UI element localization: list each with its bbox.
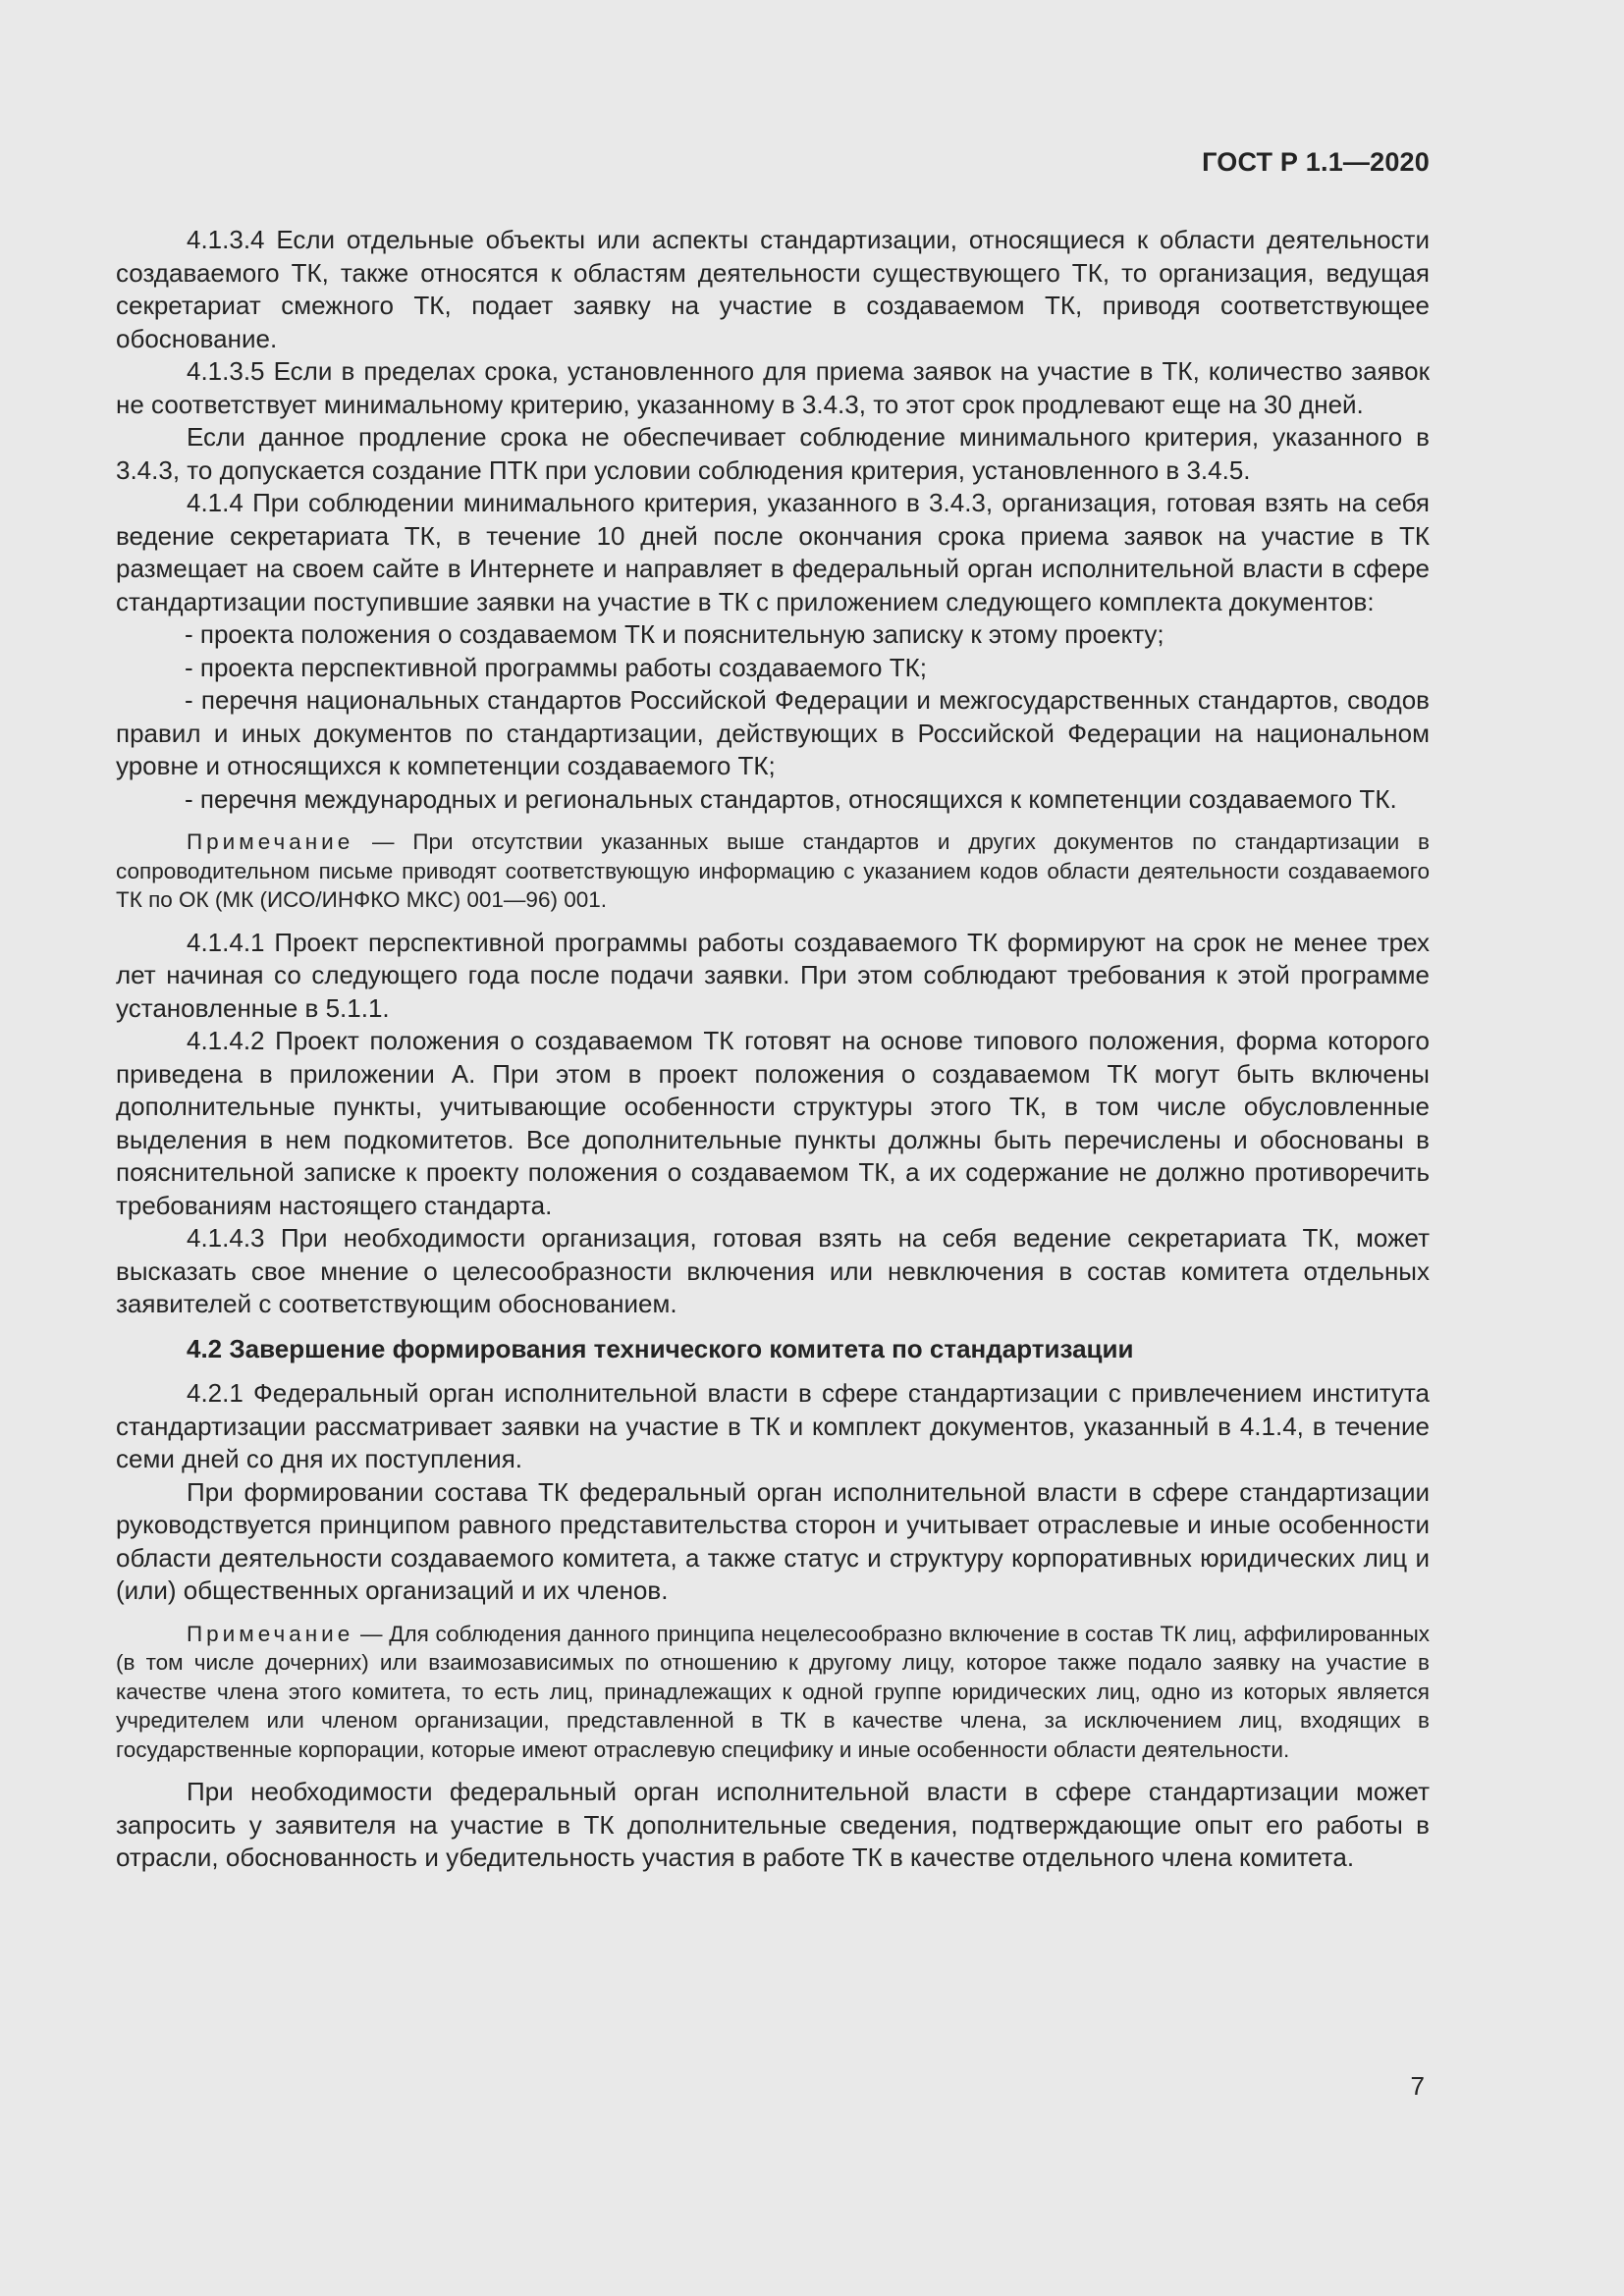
- clause-4-2-1-final: При необходимости федеральный орган исполнительной власти в сфере стандартизации может запросить у заявителя на участие в ТК дополнительные сведения, подтверждающие опыт его работы в отрасли, обоснованность и убедительность участия в работе ТК в качестве отдельного члена комитета.: [116, 1777, 1430, 1872]
- note-text: — Для соблюдения данного принципа нецелесообразно включение в состав ТК лиц, аффилированных (в том числе дочерних) или взаимозависимых по отношению к другому лицу, которое также подало заявку на участие в качестве члена этого комитета, то есть лиц, принадлежащих к одной группе юридических лиц, одно из которых является учредителем или членом организации, представленной в ТК в качестве члена, за исключением лиц, входящих в государственные корпорации, которые имеют отраслевую специфику и иные особенности области деятельности.: [116, 1621, 1430, 1762]
- section-heading-4-2: 4.2 Завершение формирования технического комитета по стандартизации: [187, 1333, 1134, 1363]
- clause-4-1-3-5-cont: Если данное продление срока не обеспечивает соблюдение минимального критерия, указанного в 3.4.3, то допускается создание ПТК при условии соблюдения критерия, установленного в 3.4.5.: [116, 422, 1430, 485]
- list-item: - проекта перспективной программы работы создаваемого ТК;: [185, 652, 927, 682]
- clause-4-2-1: 4.2.1 Федеральный орган исполнительной власти в сфере стандартизации с привлечением института стандартизации рассматривает заявки на участие в ТК и комплект документов, указанный в 4.1.4, в течение семи дней со дня их поступления.: [116, 1378, 1430, 1473]
- document-code: ГОСТ Р 1.1—2020: [1202, 147, 1430, 177]
- note-text: — При отсутствии указанных выше стандартов и других документов по стандартизации в сопроводительном письме приводят соответствующую информацию с указанием кодов области деятельности создаваемого ТК по ОК (МК (ИСО/ИНФКО МКС) 001—96) 001.: [116, 829, 1430, 912]
- clause-4-1-4-1: 4.1.4.1 Проект перспективной программы работы создаваемого ТК формируют на срок не менее трех лет начиная со следующего года после подачи заявки. При этом соблюдают требования к этой программе установленные в 5.1.1.: [116, 927, 1430, 1023]
- note-label: Примечание: [187, 829, 354, 854]
- clause-4-1-3-5: 4.1.3.5 Если в пределах срока, установленного для приема заявок на участие в ТК, количество заявок не соответствует минимальному критерию, указанному в 3.4.3, то этот срок продлевают еще на 30 дней.: [116, 356, 1430, 419]
- clause-4-1-4-3: 4.1.4.3 При необходимости организация, готовая взять на себя ведение секретариата ТК, может высказать свое мнение о целесообразности включения или невключения в состав комитета отдельных заявителей с соответствующим обоснованием.: [116, 1223, 1430, 1318]
- list-item: - перечня национальных стандартов Российской Федерации и межгосударственных стандартов, сводов правил и иных документов по стандартизации, действующих в Российской Федерации на национальном уровне и относящихся к компетенции создаваемого ТК;: [116, 685, 1430, 780]
- note-2: [116, 1620, 1430, 1765]
- clause-4-2-1-cont: При формировании состава ТК федеральный орган исполнительной власти в сфере стандартизации руководствуется принципом равного представительства сторон и учитывает отраслевые и иные особенности области деятельности создаваемого комитета, а также статус и структуру корпоративных юридических лиц и (или) общественных организаций и их членов.: [116, 1476, 1430, 1605]
- clause-4-1-4: 4.1.4 При соблюдении минимального критерия, указанного в 3.4.3, организация, готовая взять на себя ведение секретариата ТК, в течение 10 дней после окончания срока приема заявок на участие в ТК размещает на своем сайте в Интернете и направляет в федеральный орган исполнительной власти в сфере стандартизации поступившие заявки на участие в ТК с приложением следующего комплекта документов:: [116, 488, 1430, 616]
- page-number: 7: [1410, 2071, 1425, 2101]
- list-item: - проекта положения о создаваемом ТК и пояснительную записку к этому проекту;: [185, 619, 1164, 649]
- note-1: [116, 828, 1430, 915]
- clause-4-1-4-2: 4.1.4.2 Проект положения о создаваемом ТК готовят на основе типового положения, форма которого приведена в приложении А. При этом в проект положения о создаваемом ТК могут быть включены дополнительные пункты, учитывающие особенности структуры этого ТК, в том числе обусловленные выделения в нем подкомитетов. Все дополнительные пункты должны быть перечислены и обоснованы в пояснительной записке к проекту положения о создаваемом ТК, а их содержание не должно противоречить требованиям настоящего стандарта.: [116, 1026, 1430, 1220]
- list-item: - перечня международных и региональных стандартов, относящихся к компетенции создаваемого ТК.: [185, 783, 1397, 814]
- clause-4-1-3-4: 4.1.3.4 Если отдельные объекты или аспекты стандартизации, относящиеся к области деятельности создаваемого ТК, также относятся к областям деятельности существующего ТК, то организация, ведущая секретариат смежного ТК, подает заявку на участие в создаваемом ТК, приводя соответствующее обоснование.: [116, 225, 1430, 353]
- document-body: [116, 224, 1430, 1875]
- note-label: Примечание: [187, 1621, 354, 1646]
